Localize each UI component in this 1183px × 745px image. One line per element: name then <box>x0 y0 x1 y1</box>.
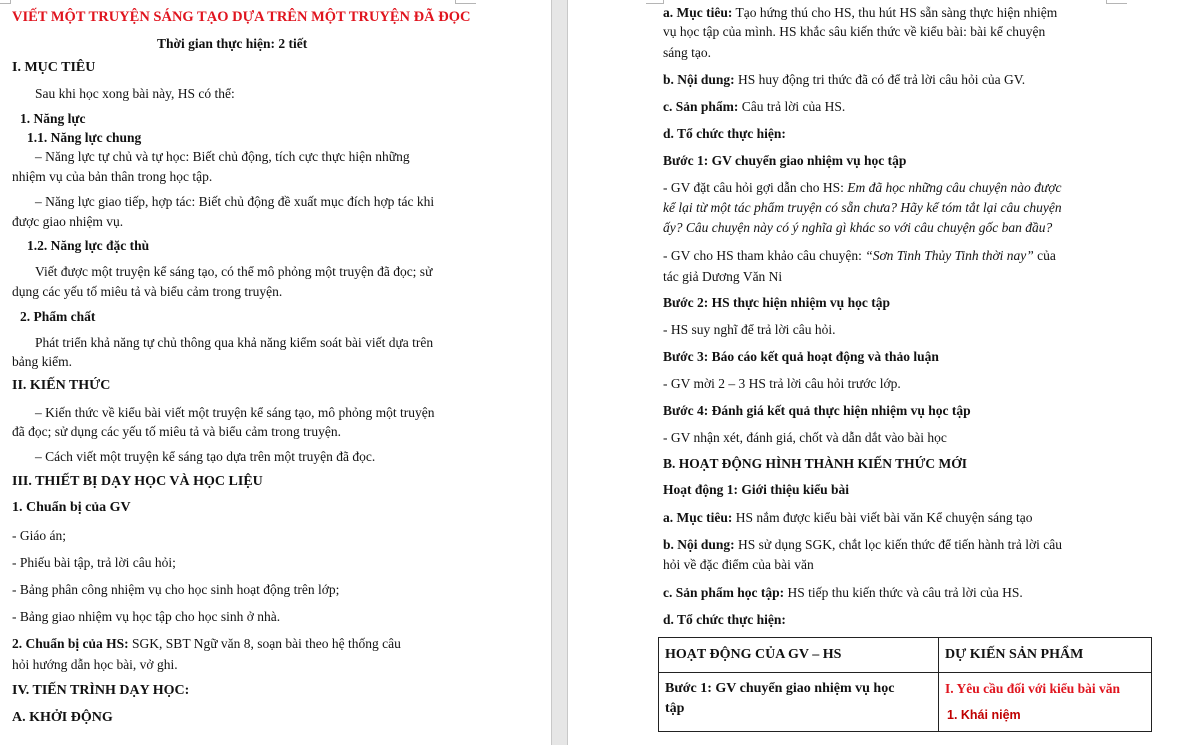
paragraph <box>663 178 1062 198</box>
activity-table <box>658 637 1152 732</box>
paragraph: bảng kiểm. <box>12 354 72 369</box>
table-cell <box>659 673 939 732</box>
table-header-row <box>659 638 1152 673</box>
question-text: ấy? Câu chuyện này có ý nghĩa gì khác so với câu chuyện gốc ban đầu? <box>663 220 1053 235</box>
paragraph: – Kiến thức về kiểu bài viết một truyện kể sáng tạo, mô phỏng một truyện <box>35 405 435 420</box>
subheading-nang-luc-chung: 1.1. Năng lực chung <box>27 130 142 145</box>
subheading-nang-luc: 1. Năng lực <box>20 111 86 126</box>
label: b. Nội dung: <box>663 72 735 87</box>
paragraph: hỏi hướng dẫn học bài, vở ghi. <box>12 657 178 672</box>
text: HS tiếp thu kiến thức và câu trả lời của HS. <box>784 585 1023 600</box>
label: 2. Chuẩn bị của HS: <box>12 636 129 651</box>
subheading-pham-chat: 2. Phẩm chất <box>20 309 96 324</box>
label: a. Mục tiêu: <box>663 5 733 20</box>
paragraph: Viết được một truyện kể sáng tạo, có thể mô phỏng một truyện đã đọc; sử <box>35 264 433 279</box>
paragraph: sáng tạo. <box>663 45 711 60</box>
section-heading-thiet-bi: III. THIẾT BỊ DẠY HỌC VÀ HỌC LIỆU <box>12 474 263 489</box>
subheading-chuan-bi-gv: 1. Chuẩn bị của GV <box>12 500 131 515</box>
paragraph <box>663 246 1056 266</box>
subheading: d. Tổ chức thực hiện: <box>663 612 786 627</box>
paragraph: tác giả Dương Văn Ni <box>663 269 783 284</box>
paragraph <box>663 97 845 117</box>
paragraph: dụng các yếu tố miêu tả và biểu cảm trong truyện. <box>12 284 283 299</box>
section-heading-tien-trinh: IV. TIẾN TRÌNH DẠY HỌC: <box>12 683 190 698</box>
paragraph <box>663 535 1062 555</box>
paragraph: nhiệm vụ của bản thân trong học tập. <box>12 169 213 184</box>
section-heading-muc-tieu: I. MỤC TIÊU <box>12 60 96 75</box>
text: - GV đặt câu hỏi gợi dẫn cho HS: <box>663 180 848 195</box>
list-item: - Bảng phân công nhiệm vụ cho học sinh hoạt động trên lớp; <box>12 582 340 597</box>
document-page-left <box>0 0 552 745</box>
document-title: VIẾT MỘT TRUYỆN SÁNG TẠO DỰA TRÊN MỘT TRUYỆN ĐÃ ĐỌC <box>12 9 471 25</box>
step-heading: Bước 2: HS thực hiện nhiệm vụ học tập <box>663 295 890 310</box>
label: a. Mục tiêu: <box>663 510 733 525</box>
document-page-right <box>567 0 1183 745</box>
step-heading: Bước 3: Báo cáo kết quả hoạt động và thảo luận <box>663 349 939 364</box>
text: SGK, SBT Ngữ văn 8, soạn bài theo hệ thống câu <box>128 636 401 651</box>
question-text: Em đã học những câu chuyện nào được <box>847 180 1062 195</box>
table-cell <box>939 673 1152 732</box>
margin-crop-mark <box>1106 0 1127 4</box>
text: - GV cho HS tham khảo câu chuyện: <box>663 248 866 263</box>
outline-subheading: 1. Khái niệm <box>947 708 1021 722</box>
paragraph-chuan-bi-hs <box>12 634 401 654</box>
text: Câu trả lời của HS. <box>738 99 846 114</box>
subheading-khoi-dong: A. KHỞI ĐỘNG <box>12 710 113 725</box>
outline-heading: I. Yêu cầu đối với kiểu bài văn <box>945 681 1121 696</box>
paragraph <box>663 583 1023 603</box>
paragraph: Sau khi học xong bài này, HS có thể: <box>35 86 235 101</box>
paragraph: - GV nhận xét, đánh giá, chốt và dẫn dắt vào bài học <box>663 430 947 445</box>
margin-crop-mark <box>646 0 664 4</box>
paragraph: - GV mời 2 – 3 HS trả lời câu hỏi trước lớp. <box>663 376 901 391</box>
activity-heading: Hoạt động 1: Giới thiệu kiểu bài <box>663 482 850 497</box>
table-header-cell: HOẠT ĐỘNG CỦA GV – HS <box>659 638 939 673</box>
list-item: - Phiếu bài tập, trả lời câu hỏi; <box>12 555 176 570</box>
text: HS sử dụng SGK, chắt lọc kiến thức để tiến hành trả lời câu <box>734 537 1062 552</box>
paragraph: Phát triển khả năng tự chủ thông qua khả năng kiểm soát bài viết dựa trên <box>35 335 434 350</box>
paragraph <box>663 508 1032 528</box>
label: c. Sản phẩm: <box>663 99 739 114</box>
step-heading: Bước 1: GV chuyển giao nhiệm vụ học <box>665 681 895 696</box>
text: HS huy động tri thức đã có để trả lời câu hỏi của GV. <box>734 72 1026 87</box>
paragraph: đã đọc; sử dụng các yếu tố miêu tả và biểu cảm trong truyện. <box>12 424 341 439</box>
duration-text: Thời gian thực hiện: 2 tiết <box>157 36 308 51</box>
paragraph: hỏi về đặc điểm của bài văn <box>663 557 814 572</box>
story-title: “Sơn Tinh Thủy Tinh thời nay” <box>865 248 1034 263</box>
label: b. Nội dung: <box>663 537 735 552</box>
section-heading-hoat-dong-b: B. HOẠT ĐỘNG HÌNH THÀNH KIẾN THỨC MỚI <box>663 456 968 471</box>
table-header-cell: DỰ KIẾN SẢN PHẨM <box>939 638 1152 673</box>
subheading-nang-luc-dac-thu: 1.2. Năng lực đặc thù <box>27 238 150 253</box>
paragraph: - HS suy nghĩ để trả lời câu hỏi. <box>663 322 836 337</box>
margin-crop-mark <box>455 0 476 4</box>
text: HS nắm được kiểu bài viết bài văn Kể chuyện sáng tạo <box>732 510 1033 525</box>
paragraph: – Năng lực tự chủ và tự học: Biết chủ động, tích cực thực hiện những <box>35 149 410 164</box>
section-heading-kien-thuc: II. KIẾN THỨC <box>12 378 111 393</box>
table-row <box>659 673 1152 732</box>
margin-crop-mark <box>0 0 11 4</box>
step-heading: tập <box>665 701 685 716</box>
paragraph: – Cách viết một truyện kể sáng tạo dựa trên một truyện đã đọc. <box>35 449 376 464</box>
text: Tạo hứng thú cho HS, thu hút HS sẵn sàng thực hiện nhiệm <box>732 5 1058 20</box>
text: của <box>1033 248 1056 263</box>
paragraph: – Năng lực giao tiếp, hợp tác: Biết chủ động đề xuất mục đích hợp tác khi <box>35 194 435 209</box>
list-item: - Bảng giao nhiệm vụ học tập cho học sinh ở nhà. <box>12 609 281 624</box>
paragraph <box>663 3 1057 23</box>
list-item: - Giáo án; <box>12 528 66 543</box>
paragraph <box>663 70 1025 90</box>
subheading: d. Tổ chức thực hiện: <box>663 126 786 141</box>
label: c. Sản phẩm học tập: <box>663 585 785 600</box>
paragraph: được giao nhiệm vụ. <box>12 214 124 229</box>
step-heading: Bước 1: GV chuyển giao nhiệm vụ học tập <box>663 153 907 168</box>
question-text: kể lại từ một tác phẩm truyện có sẵn chưa? Hãy kể tóm tắt lại câu chuyện <box>663 200 1062 215</box>
paragraph: vụ học tập của mình. HS khắc sâu kiến thức về kiểu bài: bài kể chuyện <box>663 24 1046 39</box>
step-heading: Bước 4: Đánh giá kết quả thực hiện nhiệm vụ học tập <box>663 403 971 418</box>
